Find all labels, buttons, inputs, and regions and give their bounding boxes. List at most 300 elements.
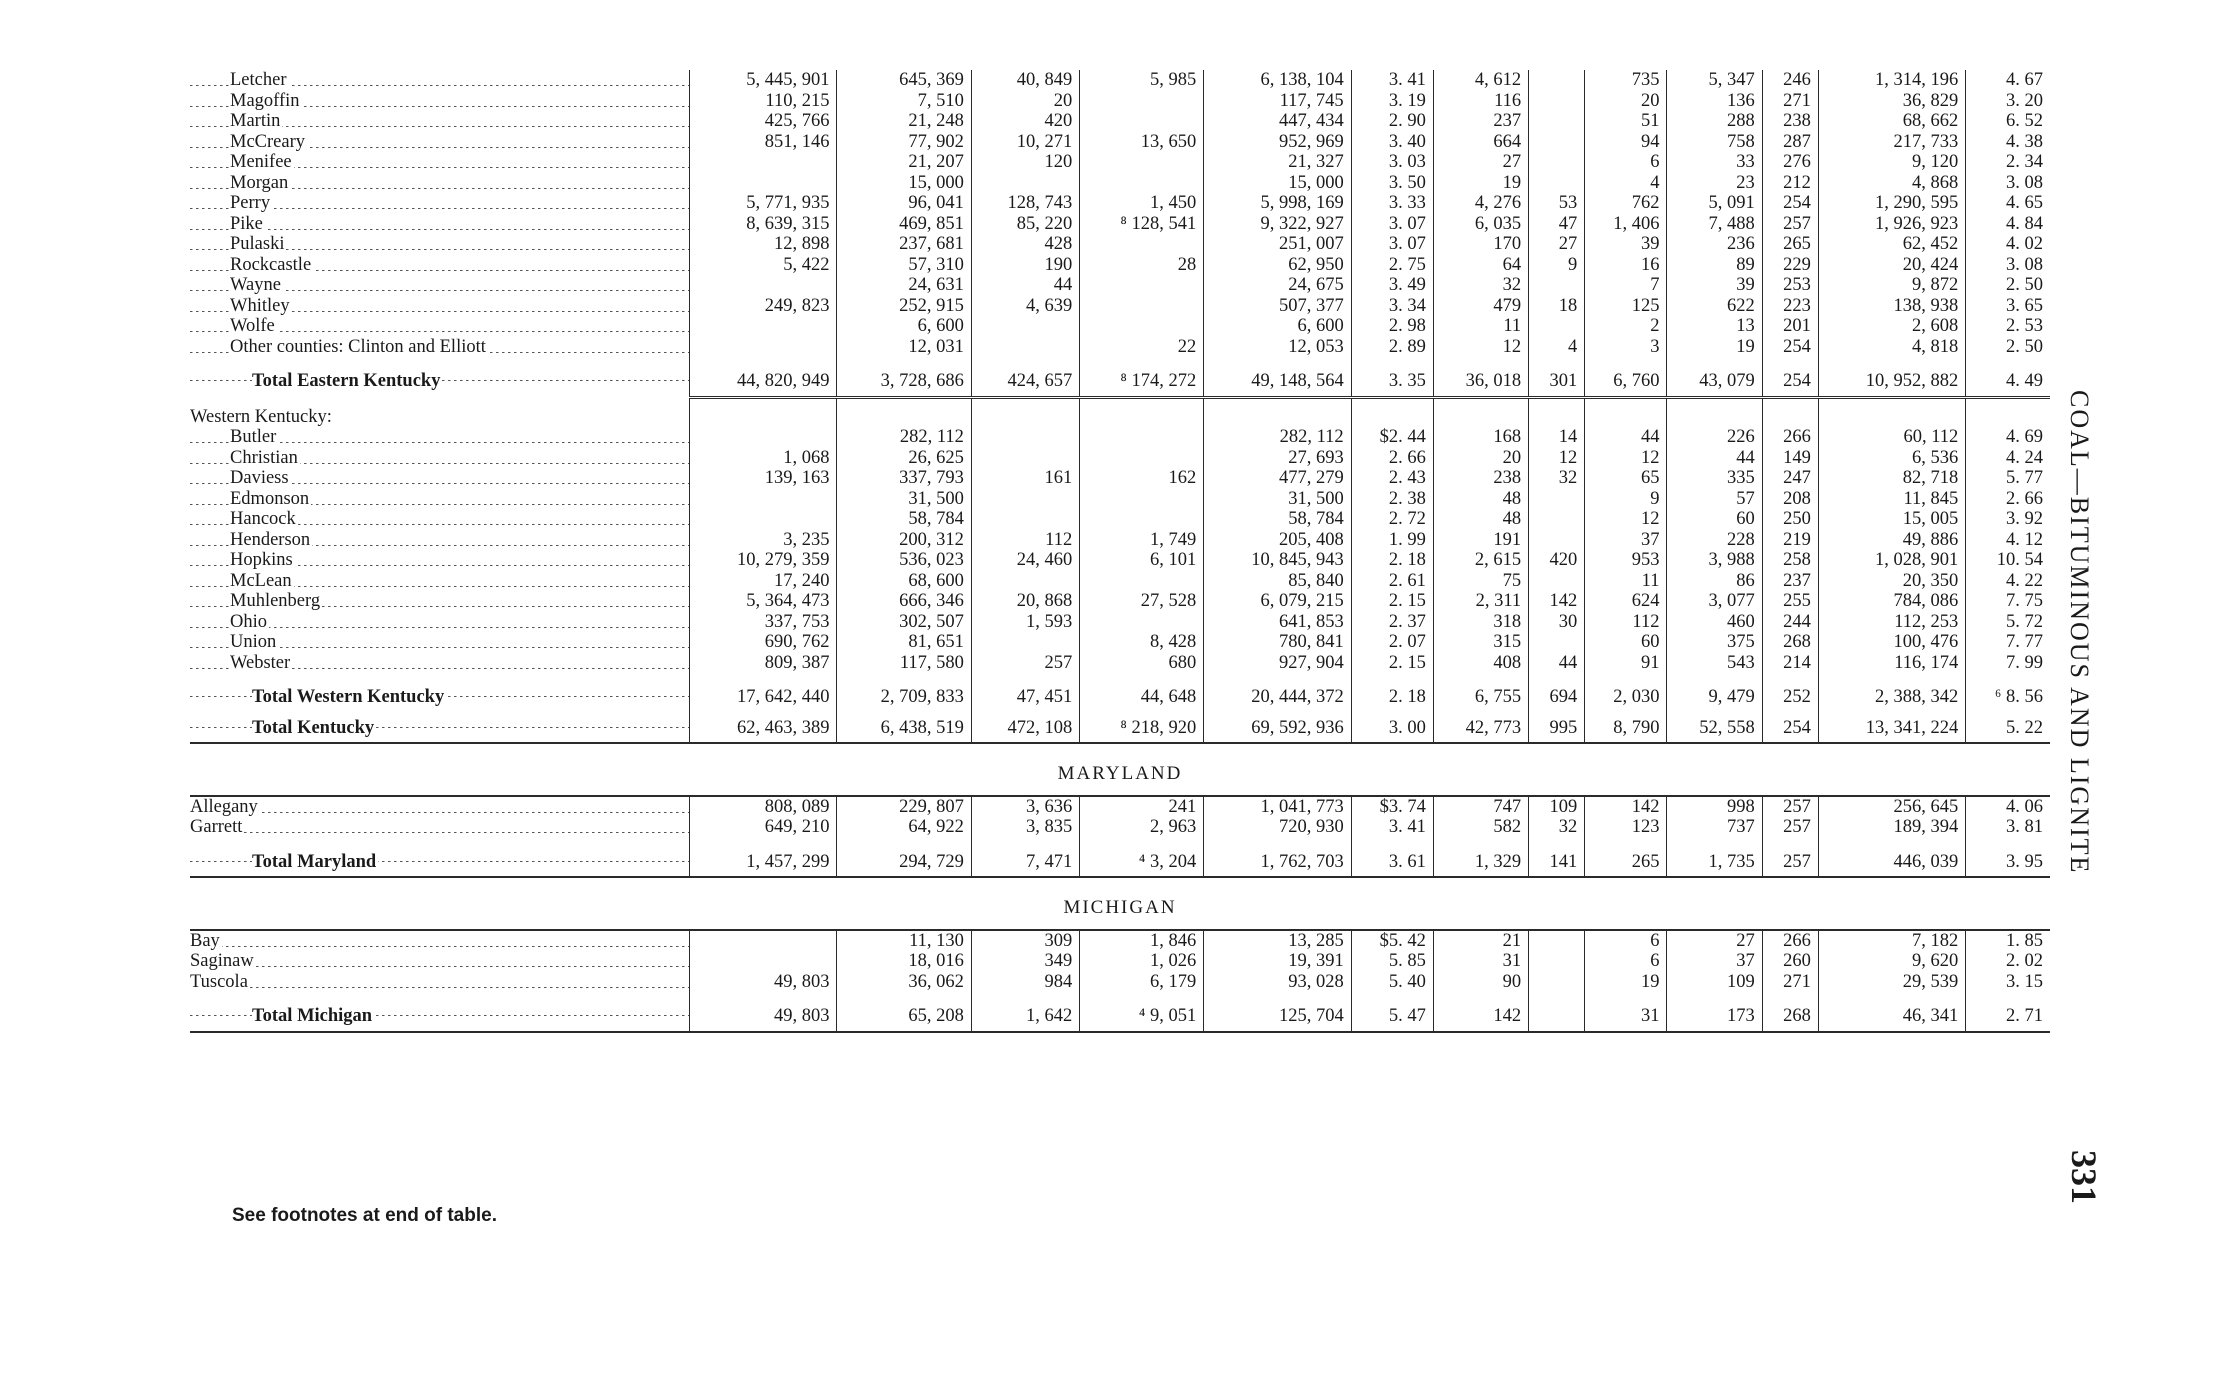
county-row <box>190 591 2050 612</box>
table-cell: 12 <box>1585 448 1667 469</box>
row-label: Total Eastern Kentucky <box>190 365 690 397</box>
table-cell: 666, 346 <box>837 591 971 612</box>
row-label: Tuscola <box>190 972 690 993</box>
table-cell: 24, 460 <box>971 550 1079 571</box>
table-cell: 255 <box>1762 591 1818 612</box>
table-cell: 191 <box>1433 530 1528 551</box>
spacer-cell <box>837 838 971 846</box>
table-cell: 808, 089 <box>690 796 837 818</box>
spacer-cell <box>1585 407 1667 428</box>
table-cell: 16 <box>1585 255 1667 276</box>
spacer-cell <box>1966 992 2050 1000</box>
table-cell <box>1080 173 1204 194</box>
table-cell: 21, 248 <box>837 111 971 132</box>
table-cell: 720, 930 <box>1204 817 1351 838</box>
spacer-cell <box>1080 407 1204 428</box>
table-cell: 37 <box>1585 530 1667 551</box>
table-cell: 3. 08 <box>1966 255 2050 276</box>
table-cell: 5. 85 <box>1351 951 1433 972</box>
table-cell: 375 <box>1667 632 1762 653</box>
table-cell: 3. 41 <box>1351 70 1433 91</box>
table-cell: 189, 394 <box>1818 817 1965 838</box>
table-cell: 460 <box>1667 612 1762 633</box>
table-cell: 12 <box>1433 337 1528 358</box>
spacer-cell <box>837 407 971 428</box>
table-cell: 2. 61 <box>1351 571 1433 592</box>
table-cell: 276 <box>1762 152 1818 173</box>
spacer-cell <box>690 407 837 428</box>
table-cell: 282, 112 <box>1204 427 1351 448</box>
table-cell <box>1529 930 1585 952</box>
total-row-western-kentucky <box>190 681 2050 712</box>
table-cell: 75 <box>1433 571 1528 592</box>
table-cell: 1, 749 <box>1080 530 1204 551</box>
table-cell: 18, 016 <box>837 951 971 972</box>
table-cell: 2. 89 <box>1351 337 1433 358</box>
county-row <box>190 152 2050 173</box>
table-cell: 664 <box>1433 132 1528 153</box>
table-cell: 28 <box>1080 255 1204 276</box>
table-cell: 5, 422 <box>690 255 837 276</box>
row-label: Martin <box>190 111 690 132</box>
spacer-cell <box>1667 673 1762 681</box>
spacer-cell <box>1204 407 1351 428</box>
table-cell <box>1080 234 1204 255</box>
county-row <box>190 193 2050 214</box>
county-row <box>190 214 2050 235</box>
county-row <box>190 173 2050 194</box>
row-label: Hopkins <box>190 550 690 571</box>
table-cell <box>1529 632 1585 653</box>
table-cell: 8, 428 <box>1080 632 1204 653</box>
table-cell: 622 <box>1667 296 1762 317</box>
table-cell: 254 <box>1762 193 1818 214</box>
table-cell <box>690 427 837 448</box>
table-cell: 3. 20 <box>1966 91 2050 112</box>
table-cell <box>1080 612 1204 633</box>
row-label: Daviess <box>190 468 690 489</box>
table-cell: 10, 271 <box>971 132 1079 153</box>
table-cell <box>971 571 1079 592</box>
table-cell: 6, 760 <box>1585 365 1667 397</box>
table-cell: 69, 592, 936 <box>1204 712 1351 744</box>
table-cell: 1, 028, 901 <box>1818 550 1965 571</box>
row-label: Rockcastle <box>190 255 690 276</box>
table-cell <box>690 152 837 173</box>
table-cell: ⁸ 128, 541 <box>1080 214 1204 235</box>
table-cell: 2. 34 <box>1966 152 2050 173</box>
table-cell: 19 <box>1667 337 1762 358</box>
table-cell <box>1529 152 1585 173</box>
table-cell: 1, 026 <box>1080 951 1204 972</box>
table-cell: 15, 000 <box>837 173 971 194</box>
table-cell: 1, 290, 595 <box>1818 193 1965 214</box>
table-cell: 39 <box>1667 275 1762 296</box>
table-cell: 57, 310 <box>837 255 971 276</box>
table-cell: 265 <box>1585 846 1667 878</box>
table-cell: 37 <box>1667 951 1762 972</box>
spacer-cell <box>1080 992 1204 1000</box>
table-cell: ⁸ 174, 272 <box>1080 365 1204 397</box>
table-cell: 758 <box>1667 132 1762 153</box>
county-row <box>190 427 2050 448</box>
table-cell: 3. 33 <box>1351 193 1433 214</box>
row-label: Total Maryland <box>190 846 690 878</box>
spacer-cell <box>190 357 690 365</box>
table-cell <box>971 632 1079 653</box>
coal-production-table <box>190 70 2050 1045</box>
spacer-cell <box>1433 992 1528 1000</box>
table-cell <box>690 173 837 194</box>
table-cell: 21 <box>1433 930 1528 952</box>
table-cell: 424, 657 <box>971 365 1079 397</box>
table-cell: 784, 086 <box>1818 591 1965 612</box>
table-cell: 82, 718 <box>1818 468 1965 489</box>
table-cell: 762 <box>1585 193 1667 214</box>
table-cell: 254 <box>1762 365 1818 397</box>
table-cell: 4 <box>1585 173 1667 194</box>
table-cell: 7, 471 <box>971 846 1079 878</box>
spacer-cell <box>190 992 690 1000</box>
table-cell: 266 <box>1762 427 1818 448</box>
table-cell: 9, 872 <box>1818 275 1965 296</box>
table-cell: 12, 053 <box>1204 337 1351 358</box>
table-cell: 6 <box>1585 152 1667 173</box>
spacer-row <box>190 397 2050 407</box>
table-cell: 3. 92 <box>1966 509 2050 530</box>
table-cell: 17, 240 <box>690 571 837 592</box>
table-cell: 64 <box>1433 255 1528 276</box>
county-row <box>190 337 2050 358</box>
table-cell: 125 <box>1585 296 1667 317</box>
county-row <box>190 951 2050 972</box>
table-cell: 4, 868 <box>1818 173 1965 194</box>
spacer-cell <box>190 397 690 407</box>
spacer-cell <box>1966 838 2050 846</box>
table-cell: 3 <box>1585 337 1667 358</box>
row-label: Christian <box>190 448 690 469</box>
table-cell: 998 <box>1667 796 1762 818</box>
table-cell: 268 <box>1762 1000 1818 1032</box>
table-cell: 3. 03 <box>1351 152 1433 173</box>
spacer-cell <box>1529 357 1585 365</box>
table-cell <box>971 448 1079 469</box>
spacer-cell <box>1762 838 1818 846</box>
table-cell: 3. 50 <box>1351 173 1433 194</box>
row-label: Total Michigan <box>190 1000 690 1032</box>
table-cell: 809, 387 <box>690 653 837 674</box>
table-cell: 62, 950 <box>1204 255 1351 276</box>
table-cell: 91 <box>1585 653 1667 674</box>
table-cell: 36, 018 <box>1433 365 1528 397</box>
table-cell: 7, 510 <box>837 91 971 112</box>
spacer-cell <box>1351 838 1433 846</box>
table-cell: 49, 886 <box>1818 530 1965 551</box>
table-cell: 112 <box>971 530 1079 551</box>
spacer-row <box>190 673 2050 681</box>
table-cell: 33 <box>1667 152 1762 173</box>
row-label: Magoffin <box>190 91 690 112</box>
table-cell: 60 <box>1667 509 1762 530</box>
table-cell: 53 <box>1529 193 1585 214</box>
county-row <box>190 132 2050 153</box>
table-cell: 2. 18 <box>1351 681 1433 712</box>
table-cell: 68, 662 <box>1818 111 1965 132</box>
total-row-eastern-kentucky <box>190 365 2050 397</box>
row-label: McLean <box>190 571 690 592</box>
spacer-row <box>190 838 2050 846</box>
table-cell: 6, 101 <box>1080 550 1204 571</box>
row-label: Perry <box>190 193 690 214</box>
table-cell: 229 <box>1762 255 1818 276</box>
spacer-cell <box>971 673 1079 681</box>
row-label: Pike <box>190 214 690 235</box>
table-cell: 3. 95 <box>1966 846 2050 878</box>
spacer-cell <box>971 407 1079 428</box>
table-cell: 4, 612 <box>1433 70 1528 91</box>
table-cell: 257 <box>971 653 1079 674</box>
table-cell <box>690 951 837 972</box>
spacer-cell <box>1529 407 1585 428</box>
spacer-cell <box>1667 357 1762 365</box>
table-cell: 780, 841 <box>1204 632 1351 653</box>
spacer-cell <box>1351 407 1433 428</box>
spacer-cell <box>1351 992 1433 1000</box>
table-cell: 5, 347 <box>1667 70 1762 91</box>
table-cell: 641, 853 <box>1204 612 1351 633</box>
spacer-cell <box>1585 992 1667 1000</box>
table-cell <box>690 275 837 296</box>
table-cell: 217, 733 <box>1818 132 1965 153</box>
row-label: Morgan <box>190 173 690 194</box>
table-cell <box>971 427 1079 448</box>
table-cell: 477, 279 <box>1204 468 1351 489</box>
table-cell: 12, 898 <box>690 234 837 255</box>
table-cell: 219 <box>1762 530 1818 551</box>
table-cell: 238 <box>1433 468 1528 489</box>
county-row <box>190 111 2050 132</box>
table-cell: 1, 762, 703 <box>1204 846 1351 878</box>
table-cell: 302, 507 <box>837 612 971 633</box>
table-cell <box>1529 489 1585 510</box>
table-cell: 20, 350 <box>1818 571 1965 592</box>
table-cell: 20 <box>1585 91 1667 112</box>
spacer-cell <box>1762 673 1818 681</box>
table-cell: 4. 65 <box>1966 193 2050 214</box>
spacer-cell <box>1585 357 1667 365</box>
table-cell: 2. 18 <box>1351 550 1433 571</box>
table-cell: 65 <box>1585 468 1667 489</box>
table-cell: 44, 820, 949 <box>690 365 837 397</box>
spacer-cell <box>1351 357 1433 365</box>
table-cell: 3. 40 <box>1351 132 1433 153</box>
table-cell: 1, 735 <box>1667 846 1762 878</box>
table-cell: 3. 34 <box>1351 296 1433 317</box>
table-cell: 257 <box>1762 817 1818 838</box>
table-cell: 36, 062 <box>837 972 971 993</box>
table-cell: 5. 47 <box>1351 1000 1433 1032</box>
table-cell: 44 <box>971 275 1079 296</box>
spacer-cell <box>1433 357 1528 365</box>
table-cell: ⁶ 8. 56 <box>1966 681 2050 712</box>
table-cell: 27, 693 <box>1204 448 1351 469</box>
table-cell: 51 <box>1585 111 1667 132</box>
table-cell: 81, 651 <box>837 632 971 653</box>
table-cell: 109 <box>1529 796 1585 818</box>
table-cell: 205, 408 <box>1204 530 1351 551</box>
spacer-cell <box>690 838 837 846</box>
table-cell: 260 <box>1762 951 1818 972</box>
table-cell <box>1529 316 1585 337</box>
table-cell: 5. 77 <box>1966 468 2050 489</box>
table-cell: 142 <box>1529 591 1585 612</box>
table-cell: 15, 005 <box>1818 509 1965 530</box>
spacer-cell <box>1818 357 1965 365</box>
table-cell: 7. 77 <box>1966 632 2050 653</box>
table-cell: 21, 207 <box>837 152 971 173</box>
group-header-row <box>190 407 2050 428</box>
table-cell: 4. 06 <box>1966 796 2050 818</box>
table-cell: 20, 424 <box>1818 255 1965 276</box>
table-cell: 3. 61 <box>1351 846 1433 878</box>
table-cell: 4, 276 <box>1433 193 1528 214</box>
table-cell: 349 <box>971 951 1079 972</box>
table-cell: 10, 952, 882 <box>1818 365 1965 397</box>
spacer-cell <box>1433 397 1528 407</box>
table-cell <box>1080 571 1204 592</box>
table-cell: 680 <box>1080 653 1204 674</box>
table-cell: 253 <box>1762 275 1818 296</box>
table-cell: 85, 840 <box>1204 571 1351 592</box>
group-header: Western Kentucky: <box>190 406 332 427</box>
county-row <box>190 234 2050 255</box>
row-label: Other counties: Clinton and Elliott <box>190 337 690 358</box>
spacer-cell <box>1080 673 1204 681</box>
spacer-cell <box>1433 838 1528 846</box>
table-cell: 58, 784 <box>1204 509 1351 530</box>
table-cell: 22 <box>1080 337 1204 358</box>
table-cell: 6, 438, 519 <box>837 712 971 744</box>
table-cell: 9, 322, 927 <box>1204 214 1351 235</box>
spacer-cell <box>1529 673 1585 681</box>
table-cell: 9, 120 <box>1818 152 1965 173</box>
spacer-cell <box>1667 992 1762 1000</box>
section-heading: MICHIGAN <box>190 890 2050 930</box>
section-rule <box>190 1032 2050 1045</box>
table-cell: 4. 84 <box>1966 214 2050 235</box>
table-cell: 19, 391 <box>1204 951 1351 972</box>
table-cell: 62, 452 <box>1818 234 1965 255</box>
spacer-cell <box>971 992 1079 1000</box>
table-cell: 190 <box>971 255 1079 276</box>
table-cell <box>1529 571 1585 592</box>
table-cell: 318 <box>1433 612 1528 633</box>
table-cell: 250 <box>1762 509 1818 530</box>
county-row <box>190 550 2050 571</box>
table-cell: 737 <box>1667 817 1762 838</box>
table-cell: 6 <box>1585 951 1667 972</box>
table-cell <box>971 489 1079 510</box>
table-cell: 9 <box>1529 255 1585 276</box>
table-cell: 11, 130 <box>837 930 971 952</box>
county-row <box>190 275 2050 296</box>
table-cell: 149 <box>1762 448 1818 469</box>
table-cell: 690, 762 <box>690 632 837 653</box>
table-cell <box>1529 1000 1585 1032</box>
table-cell: 3. 00 <box>1351 712 1433 744</box>
row-label: Letcher <box>190 70 690 91</box>
table-cell: 2. 50 <box>1966 275 2050 296</box>
table-cell: 7. 99 <box>1966 653 2050 674</box>
spacer-cell <box>1966 397 2050 407</box>
table-cell: 2. 66 <box>1966 489 2050 510</box>
spacer-cell <box>1529 397 1585 407</box>
county-row <box>190 930 2050 952</box>
table-cell: 11, 845 <box>1818 489 1965 510</box>
spacer-cell <box>971 838 1079 846</box>
table-cell: 44, 648 <box>1080 681 1204 712</box>
table-cell: 1, 314, 196 <box>1818 70 1965 91</box>
table-cell: 2, 608 <box>1818 316 1965 337</box>
table-cell: 141 <box>1529 846 1585 878</box>
table-cell: 27, 528 <box>1080 591 1204 612</box>
table-cell <box>1080 316 1204 337</box>
table-cell: 3. 65 <box>1966 296 2050 317</box>
table-cell: 2. 37 <box>1351 612 1433 633</box>
table-cell: 112 <box>1585 612 1667 633</box>
spacer-cell <box>1204 992 1351 1000</box>
table-cell: 13, 285 <box>1204 930 1351 952</box>
table-cell: 1, 926, 923 <box>1818 214 1965 235</box>
table-cell: 2. 75 <box>1351 255 1433 276</box>
spacer-row <box>190 992 2050 1000</box>
table-cell: 39 <box>1585 234 1667 255</box>
table-cell: 3. 15 <box>1966 972 2050 993</box>
table-cell: 65, 208 <box>837 1000 971 1032</box>
table-cell <box>1529 972 1585 993</box>
table-cell: 252, 915 <box>837 296 971 317</box>
table-cell: 4. 24 <box>1966 448 2050 469</box>
county-row <box>190 316 2050 337</box>
table-cell: 335 <box>1667 468 1762 489</box>
table-cell: 17, 642, 440 <box>690 681 837 712</box>
table-cell: 241 <box>1080 796 1204 818</box>
table-cell: 9, 479 <box>1667 681 1762 712</box>
table-cell: 5. 40 <box>1351 972 1433 993</box>
row-label: Total Kentucky <box>190 712 690 744</box>
table-cell: 9, 620 <box>1818 951 1965 972</box>
table-cell <box>1080 448 1204 469</box>
spacer-cell <box>1351 397 1433 407</box>
table-cell: 3. 49 <box>1351 275 1433 296</box>
table-cell: 5, 364, 473 <box>690 591 837 612</box>
table-cell <box>971 337 1079 358</box>
table-cell: 139, 163 <box>690 468 837 489</box>
table-cell: 31 <box>1433 951 1528 972</box>
table-cell <box>690 337 837 358</box>
table-cell <box>1080 296 1204 317</box>
county-row <box>190 972 2050 993</box>
row-label: Allegany <box>190 796 690 818</box>
table-cell: 507, 377 <box>1204 296 1351 317</box>
table-cell: 2. 15 <box>1351 653 1433 674</box>
table-cell: 43, 079 <box>1667 365 1762 397</box>
spacer-cell <box>1080 397 1204 407</box>
table-cell: 142 <box>1433 1000 1528 1032</box>
table-cell: 24, 631 <box>837 275 971 296</box>
table-cell: 19 <box>1433 173 1528 194</box>
table-cell: 60 <box>1585 632 1667 653</box>
